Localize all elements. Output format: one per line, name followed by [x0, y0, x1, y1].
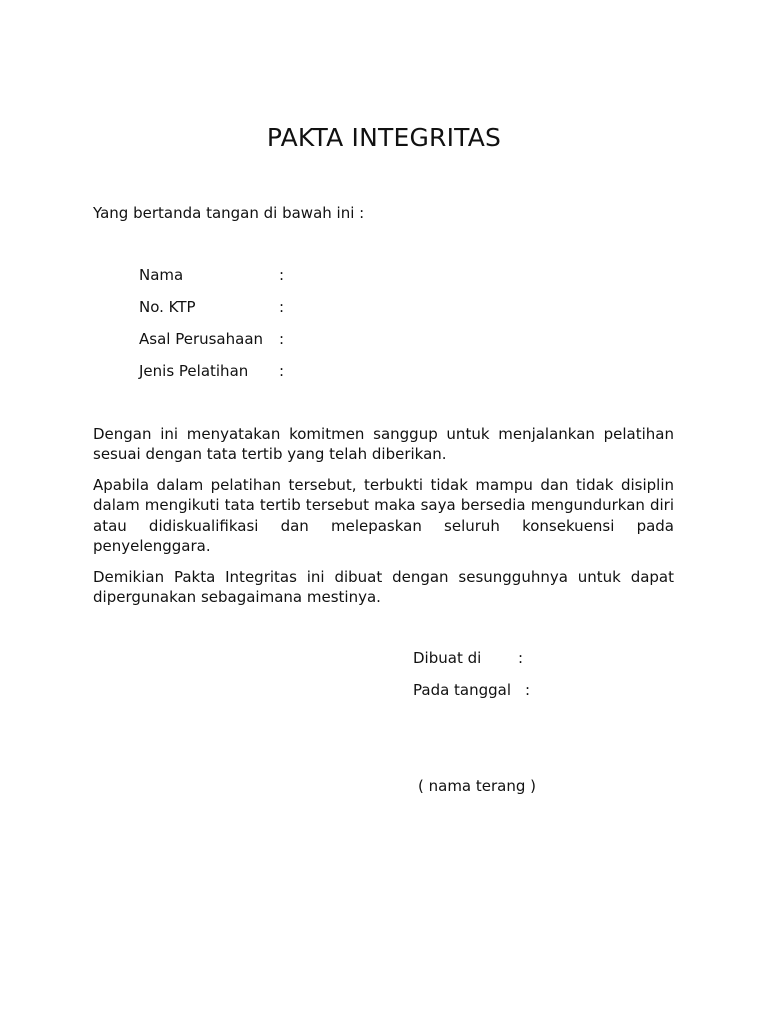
field-row-no-ktp: [139, 298, 299, 330]
place-colon: :: [518, 649, 524, 667]
document-title: PAKTA INTEGRITAS: [266, 123, 502, 152]
field-colon: :: [279, 266, 285, 284]
name-placeholder: ( nama terang ): [418, 777, 537, 795]
identity-fields: [139, 266, 299, 394]
field-row-asal-perusahaan: [139, 330, 299, 362]
field-colon: :: [279, 298, 285, 316]
field-label: Nama: [139, 266, 184, 284]
date-colon: :: [525, 681, 531, 699]
field-label: No. KTP: [139, 298, 196, 316]
signature-block: [413, 649, 530, 713]
statement-body: [93, 424, 674, 618]
paragraph-commitment: Dengan ini menyatakan komitmen sanggup untuk menjalankan pelatihan sesuai dengan tata tertib yang telah diberikan.: [93, 425, 674, 464]
place-label: Dibuat di: [413, 649, 482, 667]
field-label: Asal Perusahaan: [139, 330, 264, 348]
date-label: Pada tanggal: [413, 681, 512, 699]
field-label: Jenis Pelatihan: [139, 362, 249, 380]
field-row-nama: [139, 266, 299, 298]
sign-row-place: [413, 649, 530, 681]
field-row-jenis-pelatihan: [139, 362, 299, 394]
paragraph-closing: Demikian Pakta Integritas ini dibuat dengan sesungguhnya untuk dapat dipergunakan sebagaimana mestinya.: [93, 567, 674, 607]
field-colon: :: [279, 330, 285, 348]
paragraph-consequence: Apabila dalam pelatihan tersebut, terbukti tidak mampu dan tidak disiplin dalam mengikuti tata tertib tersebut maka saya bersedia mengundurkan diri atau didiskualifikasi dan melepaskan seluruh konsekuensi pada penyelenggara.: [93, 476, 674, 555]
sign-row-date: [413, 681, 530, 713]
field-colon: :: [279, 362, 285, 380]
intro-text: Yang bertanda tangan di bawah ini :: [93, 204, 365, 222]
